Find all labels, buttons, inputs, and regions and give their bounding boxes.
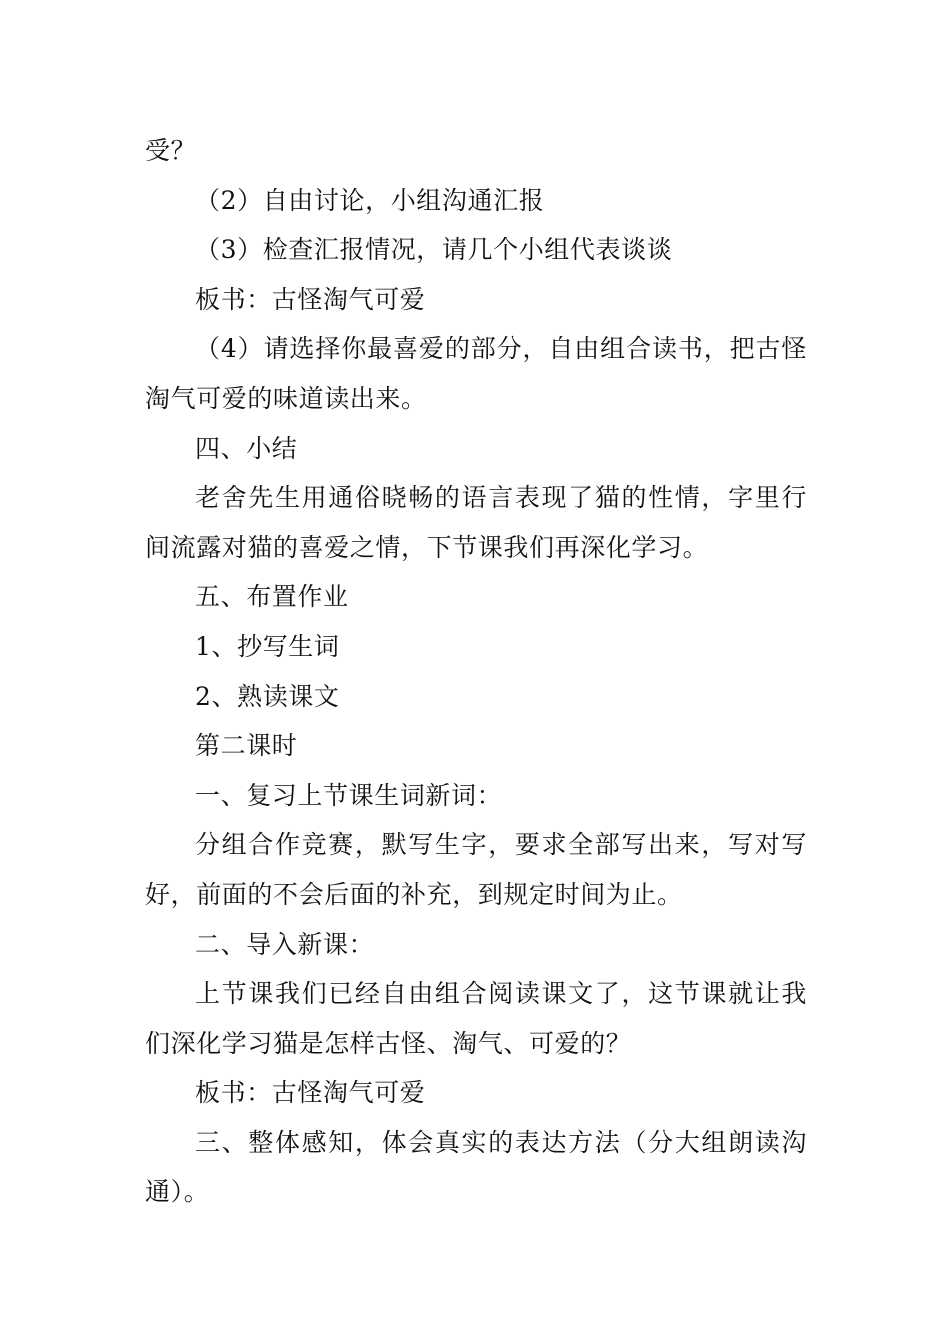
paragraph-continuation: 受？: [145, 136, 197, 165]
lesson-heading-second: 第二课时: [195, 731, 298, 761]
section-heading-perception: 三、整体感知，体会真实的表达方法（分大组朗读沟通）。: [145, 1127, 807, 1207]
paragraph-intro: 上节课我们已经自由组合阅读课文了，这节课就让我们深化学习猫是怎样古怪、淘气、可爱的？: [145, 979, 807, 1058]
paragraph-board-note: 板书：古怪淘气可爱: [195, 284, 426, 314]
paragraph-summary: 老舍先生用通俗晓畅的语言表现了猫的性情，字里行间流露对猫的喜爱之情，下节课我们再深化学习。: [145, 483, 807, 562]
paragraph-step-3: （3）检查汇报情况，请几个小组代表谈谈: [195, 235, 673, 265]
section-heading-intro: 二、导入新课：: [195, 929, 375, 959]
section-heading-review: 一、复习上节课生词新词：: [195, 780, 503, 810]
paragraph-step-4: （4）请选择你最喜爱的部分，自由组合读书，把古怪淘气可爱的味道读出来。: [145, 334, 807, 413]
paragraph-review: 分组合作竞赛，默写生字，要求全部写出来，写对写好，前面的不会后面的补充，到规定时间为止。: [145, 830, 807, 909]
document-body: [145, 126, 807, 1217]
homework-item-2: 2、熟读课文: [195, 681, 340, 711]
paragraph-step-2: （2）自由讨论，小组沟通汇报: [195, 185, 545, 215]
section-heading-homework: 五、布置作业: [195, 582, 349, 612]
paragraph-board-note-2: 板书：古怪淘气可爱: [195, 1078, 426, 1108]
section-heading-summary: 四、小结: [195, 433, 298, 463]
homework-item-1: 1、抄写生词: [195, 631, 340, 661]
